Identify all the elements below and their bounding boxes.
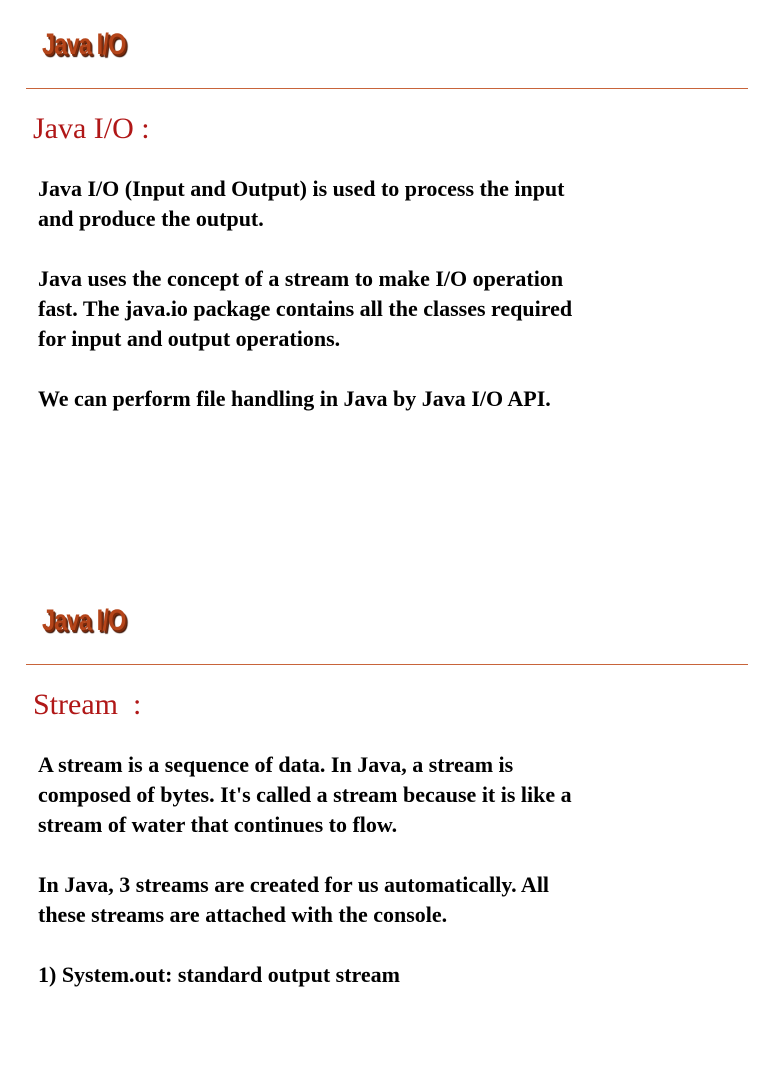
- text-line: composed of bytes. It's called a stream because it is like a: [38, 782, 572, 807]
- paragraph: [38, 384, 718, 414]
- text-line: A stream is a sequence of data. In Java, a stream is: [38, 752, 514, 777]
- paragraph: [38, 750, 718, 840]
- slide-java-io: [0, 0, 768, 512]
- slide-heading: Stream :: [33, 688, 142, 721]
- text-line: these streams are attached with the console.: [38, 902, 448, 927]
- paragraph: [38, 174, 718, 234]
- text-line: for input and output operations.: [38, 326, 341, 351]
- paragraph: [38, 264, 718, 354]
- slide-body: [38, 750, 718, 1020]
- slide-banner-title: Java I/O: [42, 28, 126, 61]
- slide-banner-title: Java I/O: [42, 604, 126, 637]
- slide-heading: Java I/O :: [33, 112, 150, 145]
- text-line: fast. The java.io package contains all the classes required: [38, 296, 573, 321]
- text-line: and produce the output.: [38, 206, 264, 231]
- text-line: stream of water that continues to flow.: [38, 812, 398, 837]
- text-line: Java I/O (Input and Output) is used to process the input: [38, 176, 565, 201]
- text-line: Java uses the concept of a stream to make I/O operation: [38, 266, 564, 291]
- paragraph: [38, 960, 718, 990]
- text-line: In Java, 3 streams are created for us automatically. All: [38, 872, 550, 897]
- text-line: 1) System.out: standard output stream: [38, 962, 400, 987]
- slide-stream: [0, 576, 768, 1088]
- slide-body: [38, 174, 718, 444]
- text-line: We can perform file handling in Java by Java I/O API.: [38, 386, 551, 411]
- header-divider: [26, 88, 748, 89]
- paragraph: [38, 870, 718, 930]
- header-divider: [26, 664, 748, 665]
